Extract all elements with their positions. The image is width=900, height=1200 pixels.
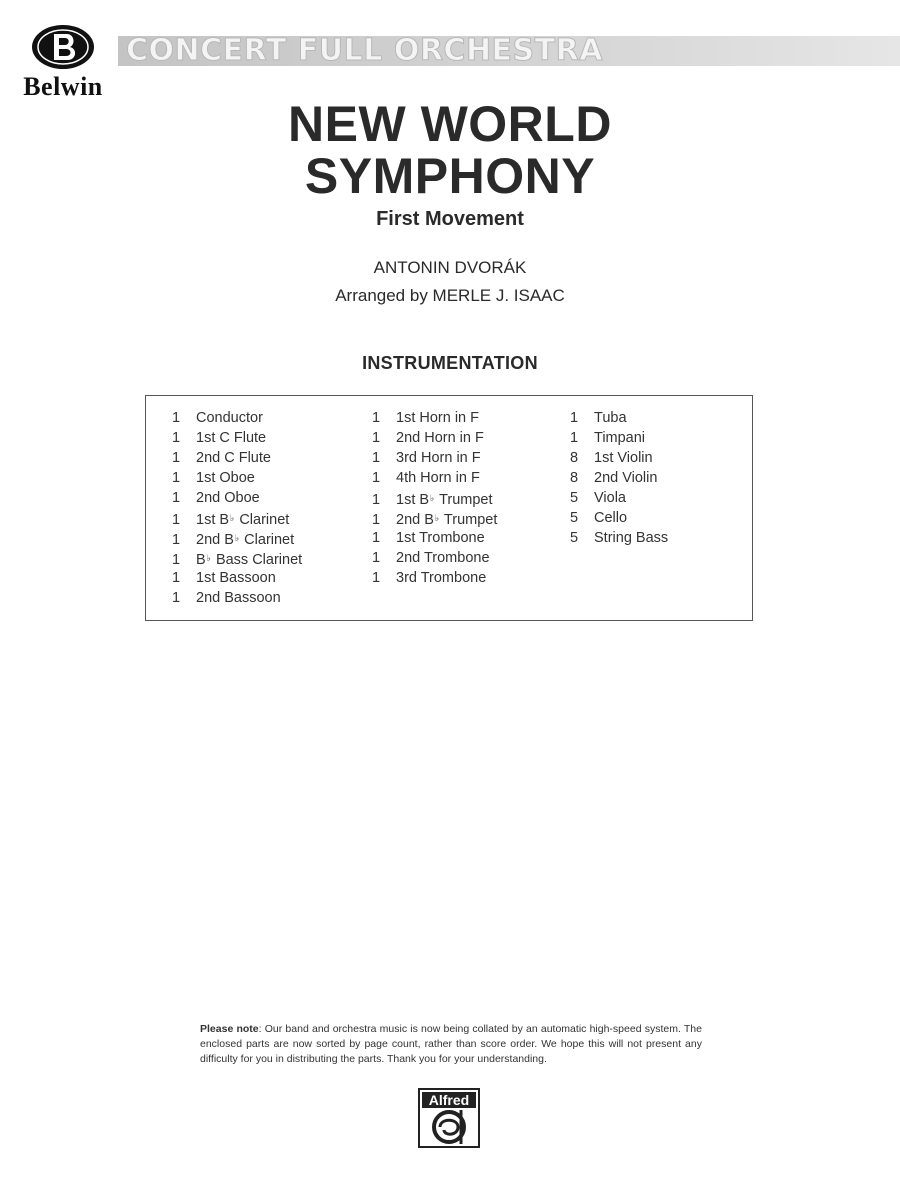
instrument-name: 1st C Flute	[196, 430, 267, 446]
instrument-quantity: 1	[372, 550, 381, 566]
instrument-quantity: 1	[172, 512, 181, 528]
work-title	[0, 98, 900, 202]
work-title-line-2: SYMPHONY	[304, 148, 596, 204]
instrument-quantity: 1	[172, 470, 181, 486]
instrument-row	[570, 428, 668, 448]
instrument-row	[372, 448, 497, 468]
instrumentation-heading: INSTRUMENTATION	[362, 353, 538, 373]
instrument-row	[172, 408, 302, 428]
instrument-quantity: 1	[372, 430, 381, 446]
instrument-name-suffix: Trumpet	[435, 492, 493, 508]
instrument-row	[372, 528, 497, 548]
instrument-name: 1st Trombone	[396, 530, 485, 546]
instrument-quantity: 8	[570, 450, 579, 466]
flat-sign-icon: ♭	[230, 513, 235, 523]
instrument-quantity: 5	[570, 530, 579, 546]
instrument-quantity: 1	[172, 450, 181, 466]
instrument-row	[372, 408, 497, 428]
instrument-column-1	[172, 408, 302, 608]
alfred-logo	[418, 1088, 480, 1148]
alfred-logo-icon	[418, 1088, 480, 1148]
belwin-b-emblem-icon	[30, 22, 96, 72]
flat-sign-icon: ♭	[206, 553, 211, 563]
instrument-row	[372, 548, 497, 568]
instrument-quantity: 1	[172, 490, 181, 506]
flat-sign-icon: ♭	[234, 533, 240, 543]
instrument-row	[372, 508, 497, 528]
instrument-quantity: 1	[372, 512, 381, 528]
instrument-name-suffix: Bass Clarinet	[211, 552, 303, 568]
instrument-quantity: 1	[172, 552, 181, 568]
instrument-name: B	[196, 552, 206, 568]
instrument-row	[172, 568, 302, 588]
instrument-row	[372, 428, 497, 448]
instrument-name-suffix: Clarinet	[235, 512, 290, 528]
instrument-quantity: 1	[172, 410, 181, 426]
instrument-row	[570, 468, 668, 488]
instrument-name: Conductor	[196, 410, 263, 426]
flat-sign-icon: ♭	[434, 513, 440, 523]
instrument-quantity: 5	[570, 490, 579, 506]
instrument-row	[172, 528, 302, 548]
instrument-name: 1st Bassoon	[196, 570, 276, 586]
instrument-quantity: 8	[570, 470, 579, 486]
instrument-name: 2nd Horn in F	[396, 430, 484, 446]
instrument-name: 2nd Trombone	[396, 550, 490, 566]
instrument-name: 1st Oboe	[196, 470, 255, 486]
instrument-quantity: 1	[570, 430, 579, 446]
instrument-name: 2nd Bassoon	[196, 590, 281, 606]
instrument-row	[172, 468, 302, 488]
alfred-logo-text: Alfred	[428, 1092, 470, 1108]
instrument-quantity: 5	[570, 510, 579, 526]
instrument-name: 3rd Horn in F	[396, 450, 481, 466]
work-title-line-1: NEW WORLD	[288, 96, 612, 152]
instrument-name: 2nd Violin	[594, 470, 658, 486]
instrument-row	[570, 408, 668, 428]
instrument-name-suffix: Trumpet	[440, 512, 498, 528]
instrument-row	[372, 568, 497, 588]
instrument-quantity: 1	[172, 532, 181, 548]
instrument-quantity: 1	[372, 470, 381, 486]
instrument-name: 4th Horn in F	[396, 470, 480, 486]
note-text: : Our band and orchestra music is now being collated by an automatic high-speed system. The enclosed parts are now sorted by page count, rather than score order. We hope this will not present any difficulty for you in distributing the parts. Thank you for your understanding.	[200, 1023, 702, 1065]
movement-subtitle: First Movement	[376, 208, 524, 230]
note-label: Please note	[200, 1023, 259, 1035]
instrument-name: 2nd Oboe	[196, 490, 260, 506]
series-title: CONCERT FULL ORCHESTRA	[126, 33, 603, 68]
instrument-row	[172, 588, 302, 608]
instrument-row	[570, 448, 668, 468]
instrument-quantity: 1	[172, 590, 181, 606]
instrument-name: 2nd C Flute	[196, 450, 271, 466]
instrument-row	[570, 488, 668, 508]
instrument-quantity: 1	[172, 570, 181, 586]
instrument-quantity: 1	[372, 450, 381, 466]
instrument-name: Timpani	[594, 430, 646, 446]
instrument-name: 2nd B	[196, 532, 234, 548]
instrument-quantity: 1	[372, 410, 381, 426]
belwin-wordmark: Belwin	[23, 72, 103, 101]
collation-note	[200, 1022, 702, 1067]
instrument-name: 1st B	[396, 492, 430, 508]
instrument-quantity: 1	[372, 570, 381, 586]
instrument-row	[172, 448, 302, 468]
instrument-row	[372, 488, 497, 508]
series-banner	[118, 33, 900, 68]
instrument-row	[570, 528, 668, 548]
instrument-name: Tuba	[594, 410, 627, 426]
instrument-row	[570, 508, 668, 528]
instrument-row	[172, 428, 302, 448]
instrument-name: 1st B	[196, 512, 230, 528]
instrument-name: 3rd Trombone	[396, 570, 487, 586]
instrument-row	[172, 488, 302, 508]
instrument-row	[172, 548, 302, 568]
instrument-name: Viola	[594, 490, 626, 506]
instrument-name-suffix: Clarinet	[240, 532, 295, 548]
flat-sign-icon: ♭	[430, 493, 435, 503]
arranger-credit: Arranged by MERLE J. ISAAC	[335, 286, 565, 305]
instrument-quantity: 1	[372, 492, 381, 508]
instrument-name: 1st Violin	[594, 450, 653, 466]
composer-name: ANTONIN DVORÁK	[373, 258, 527, 277]
instrument-column-2	[372, 408, 497, 588]
instrument-quantity: 1	[570, 410, 579, 426]
belwin-logo	[8, 22, 118, 102]
instrument-name: 2nd B	[396, 512, 434, 528]
instrument-row	[372, 468, 497, 488]
instrument-name: String Bass	[594, 530, 669, 546]
instrument-column-3	[570, 408, 668, 548]
instrument-quantity: 1	[172, 430, 181, 446]
instrument-name: 1st Horn in F	[396, 410, 479, 426]
instrumentation-box	[145, 395, 753, 621]
instrument-quantity: 1	[372, 530, 381, 546]
instrument-row	[172, 508, 302, 528]
instrument-name: Cello	[594, 510, 628, 526]
